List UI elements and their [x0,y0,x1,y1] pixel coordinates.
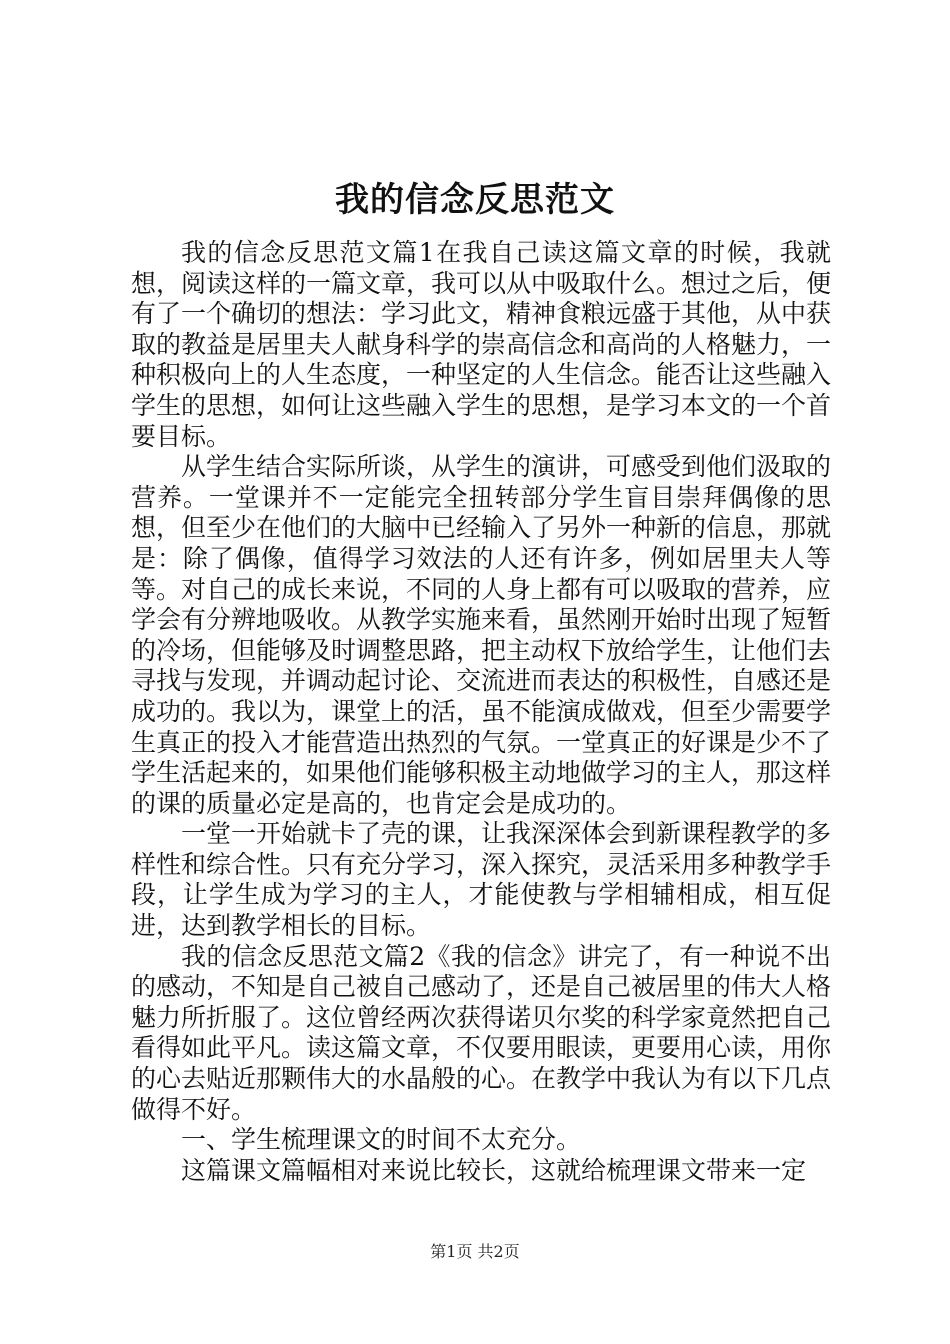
paragraph-2: 从学生结合实际所谈，从学生的演讲，可感受到他们汲取的营养。一堂课并不一定能完全扭转部分学生盲目崇拜偶像的思想，但至少在他们的大脑中已经输入了另外一种新的信息，那就是：除了偶像，值得学习效法的人还有许多，例如居里夫人等等。对自己的成长来说，不同的人身上都有可以吸取的营养，应学会有分辨地吸收。从教学实施来看，虽然刚开始时出现了短暂的冷场，但能够及时调整思路，把主动权下放给学生，让他们去寻找与发现，并调动起讨论、交流进而表达的积极性，自感还是成功的。我以为，课堂上的活，虽不能演成做戏，但至少需要学生真正的投入才能营造出热烈的气氛。一堂真正的好课是少不了学生活起来的，如果他们能够积极主动地做学习的主人，那这样的课的质量必定是高的，也肯定会是成功的。 [131,452,832,818]
page-footer: 第1页 共2页 [430,1242,520,1261]
paragraph-6: 这篇课文篇幅相对来说比较长，这就给梳理课文带来一定 [181,1155,807,1185]
paragraph-1: 我的信念反思范文篇1在我自己读这篇文章的时候，我就想，阅读这样的一篇文章，我可以从中吸取什么。想过之后，便有了一个确切的想法：学习此文，精神食粮远盛于其他，从中获取的教益是居里夫人献身科学的崇高信念和高尚的人格魅力，一种积极向上的人生态度，一种坚定的人生信念。能否让这些融入学生的思想，如何让这些融入学生的思想，是学习本文的一个首要目标。 [131,238,832,451]
document-body [131,238,831,1186]
paragraph-5: 一、学生梳理课文的时间不太充分。 [181,1125,582,1155]
paragraph-4: 我的信念反思范文篇2《我的信念》讲完了，有一种说不出的感动，不知是自己被自己感动了，还是自己被居里的伟大人格魅力所折服了。这位曾经两次获得诺贝尔奖的科学家竟然把自己看得如此平凡。读这篇文章，不仅要用眼读，更要用心读，用你的心去贴近那颗伟大的水晶般的心。在教学中我认为有以下几点做得不好。 [131,941,832,1124]
paragraph-3: 一堂一开始就卡了壳的课，让我深深体会到新课程教学的多样性和综合性。只有充分学习，深入探究，灵活采用多种教学手段，让学生成为学习的主人，才能使教与学相辅相成，相互促进，达到教学相长的目标。 [131,819,832,941]
page-title: 我的信念反思范文 [335,180,615,220]
